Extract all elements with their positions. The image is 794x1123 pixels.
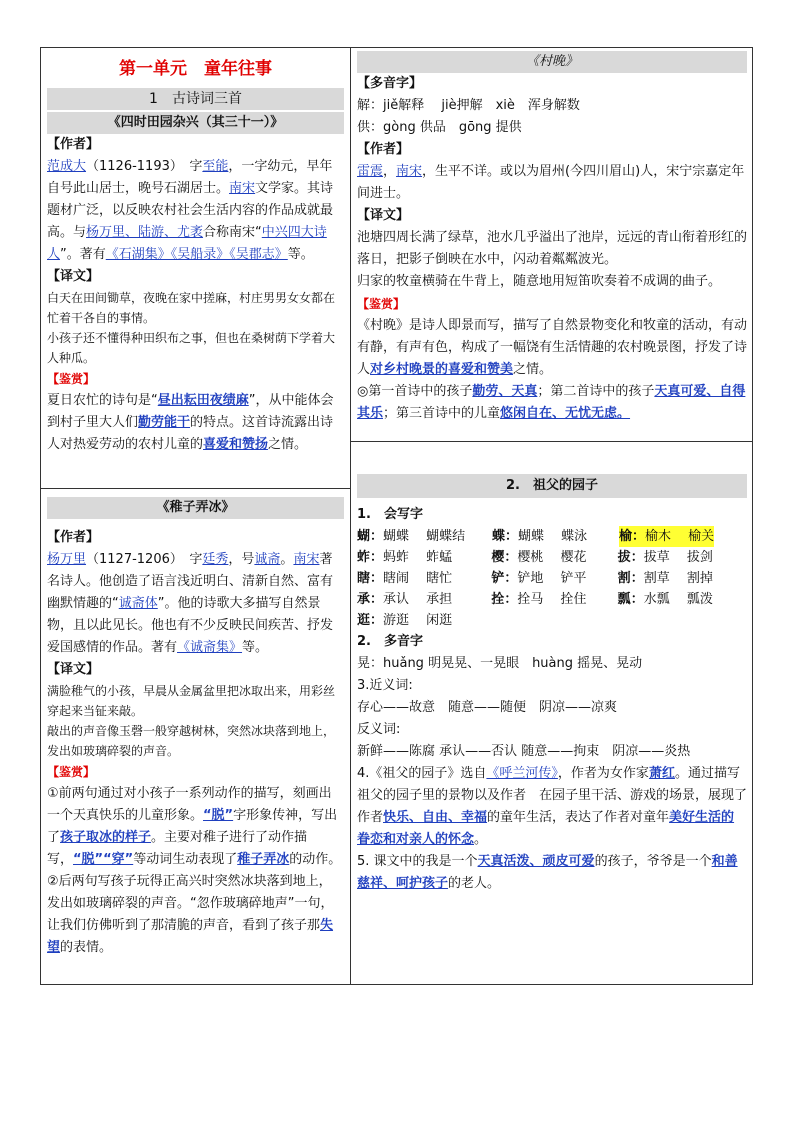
- write-head: 1. 会写字: [357, 507, 423, 522]
- text-span: 字形象传神，写出了: [47, 808, 338, 845]
- poem3-poly-1: 解：jiě解释 jiè押解 xiè 浑身解数: [357, 98, 580, 113]
- works-link[interactable]: 《诚斋集》: [177, 640, 243, 655]
- verb-link[interactable]: “脱”: [203, 808, 234, 823]
- left-column: [41, 48, 351, 984]
- lesson2-title: 2. 祖父的园子: [357, 474, 747, 498]
- text-span: 。: [280, 552, 294, 567]
- poem1-appr-text: [47, 390, 344, 456]
- four-poets-link[interactable]: 中兴四大诗人: [47, 225, 327, 262]
- lesson-title: 1 古诗词三首: [47, 88, 344, 110]
- theme-link[interactable]: 美好生活的眷恋和对亲人的怀念: [357, 810, 735, 847]
- text-span: 著名诗人。他创造了语言浅近明白、清新自然、富有幽默情趣的“: [47, 552, 334, 611]
- word-row: [357, 610, 747, 631]
- trait-link[interactable]: 勤劳能干: [138, 415, 191, 430]
- text-span: （1127-1206） 字: [86, 552, 203, 567]
- text-span: 《村晚》是诗人即景而写，描写了自然景物变化和牧童的活动，有动有静，有声有色，构成了一幅饶有生活情趣的农村晚景图，抒发了诗人: [357, 318, 748, 377]
- poem1-title: 《四时田园杂兴（其三十一）》: [47, 112, 344, 134]
- text-span: 5. 课文中的我是一个: [357, 854, 478, 869]
- poem3-author-text: [357, 161, 747, 205]
- word-char: 拴: [491, 592, 505, 607]
- word-colon: ：: [370, 592, 384, 607]
- text-span: ，号: [228, 552, 255, 567]
- poly-line: 晃：huǎng 明晃晃、一晃眼 huàng 摇晃、晃动: [357, 656, 643, 671]
- divider: [351, 441, 753, 442]
- text-span: 之情。: [268, 437, 308, 452]
- word-examples: 樱桃 樱花: [517, 550, 587, 565]
- text-span: 的表情。: [60, 940, 113, 955]
- word-entry: [357, 568, 491, 589]
- word-char: 铲: [491, 571, 505, 586]
- text-span: 。主要对稚子进行了动作描写，: [47, 830, 308, 867]
- word-char: 瞎: [357, 571, 371, 586]
- word-examples: 榆木 榆关: [645, 529, 715, 544]
- poem3-trans-head: 【译文】: [357, 208, 410, 223]
- right-column: [351, 48, 753, 984]
- grandpa-trait-link[interactable]: 和善慈祥、呵护孩子: [357, 854, 738, 891]
- word-char: 樱: [491, 550, 505, 565]
- me-trait-link[interactable]: 天真活泼、顽皮可爱: [477, 854, 595, 869]
- text-span: ，作者为女作家: [557, 766, 649, 781]
- word-colon: ：: [505, 529, 519, 544]
- page-frame: [40, 47, 753, 985]
- word-examples: 蝴蝶 蝶泳: [518, 529, 588, 544]
- text-span: ，生平不详。或以为眉州(今四川眉山)人，宋宁宗嘉定年间进士。: [357, 164, 745, 201]
- word-colon: ：: [370, 529, 384, 544]
- poem2-trans-1: 满脸稚气的小孩，早晨从金属盆里把冰取出来，用彩丝穿起来当钲来敲。: [47, 684, 336, 718]
- word-colon: ：: [504, 592, 518, 607]
- text-span: ，一字幼元，早年自号此山居士，晚号石湖居士。: [47, 159, 333, 196]
- word-colon: ：: [370, 550, 384, 565]
- unit-title: 第一单元 童年往事: [119, 59, 272, 79]
- poly-head: 2. 多音字: [357, 634, 423, 649]
- poem3-poly-head: 【多音字】: [357, 76, 423, 91]
- text-span: 夏日农忙的诗句是“: [47, 393, 158, 408]
- text-span: ”，从中能体会到村子里大人们: [47, 393, 334, 430]
- poem2-block: [41, 497, 350, 982]
- text-span: 文学家。其诗题材广泛，以反映农村社会生活内容的作品成就最高。与: [47, 181, 334, 240]
- text-span: 4.《祖父的园子》选自: [357, 766, 487, 781]
- word-row: [357, 526, 747, 547]
- key-line-link[interactable]: 昼出耘田夜绩麻: [157, 393, 249, 408]
- courtesy-name-link[interactable]: 廷秀: [202, 552, 229, 567]
- poem3-trans-2: 归家的牧童横骑在牛背上，随意地用短笛吹奏着不成调的曲子。: [357, 274, 722, 289]
- divider: [41, 488, 350, 489]
- text-span: 等。: [242, 640, 269, 655]
- emotion-link[interactable]: 失望: [47, 918, 334, 955]
- text-span: ，: [383, 164, 397, 179]
- poem3-block: [351, 51, 753, 441]
- trait-link-3[interactable]: 悠闲自在、无忧无虑。: [500, 406, 631, 421]
- author-link[interactable]: 萧红: [648, 766, 675, 781]
- text-span: ；第二首诗中的孩子: [537, 384, 655, 399]
- word-entry: [357, 589, 491, 610]
- poem3-appr-text: [357, 315, 747, 381]
- word-grid: [357, 526, 747, 631]
- poem2-appr-2: [47, 871, 344, 959]
- poem2-appr-head: 【鉴赏】: [47, 765, 96, 779]
- word-entry: [492, 526, 619, 547]
- text-span: 的特点。这首诗流露出诗人对热爱劳动的农村儿童的: [47, 415, 334, 452]
- word-colon: ：: [370, 571, 384, 586]
- word-char: 承: [357, 592, 371, 607]
- lesson2-block: [351, 474, 753, 982]
- text-span: 。通过描写祖父的园子里的景物以及作者 在园子里干活、游戏的场景，展现了作者: [357, 766, 748, 825]
- poets-link[interactable]: 杨万里、陆游、尤袤: [86, 225, 204, 240]
- text-span: ”。他的诗歌大多描写自然景物，且以此见长。他也有不少反映民间疾苦、抒发爱国感情的作品。著有: [47, 596, 334, 655]
- word-char: 蚱: [357, 550, 371, 565]
- text-span: 的孩子，爷爷是一个: [594, 854, 712, 869]
- poem1-trans-2: 小孩子还不懂得种田织布之事，但也在桑树荫下学着大人种瓜。: [47, 331, 336, 365]
- word-colon: ：: [632, 529, 646, 544]
- word-examples: 瞎闹 瞎忙: [383, 571, 453, 586]
- dynasty-link[interactable]: 南宋: [396, 164, 423, 179]
- syn-line: 存心——故意 随意——随便 阴凉——凉爽: [357, 700, 618, 715]
- poem3-note: [357, 381, 747, 425]
- poem1-appr-head: 【鉴赏】: [47, 372, 96, 386]
- title-link[interactable]: 稚子弄冰: [237, 852, 290, 867]
- word-entry: [491, 568, 617, 589]
- text-span: 的童年生活，表达了作者对童年: [487, 810, 670, 825]
- poem1-author-head: 【作者】: [47, 137, 100, 152]
- word-examples: 蚂蚱 蚱蜢: [383, 550, 453, 565]
- dynasty-link[interactable]: 南宋: [229, 181, 256, 196]
- text-span: ”。著有: [60, 247, 106, 262]
- text-span: （1126-1193） 字: [86, 159, 203, 174]
- text-span: 等。: [287, 247, 314, 262]
- book-link[interactable]: 《呼兰河传》: [486, 766, 558, 781]
- word-char: 榆: [619, 529, 633, 544]
- poem2-trans-2: 敲出的声音像玉磬一般穿越树林，突然冰块落到地上，发出如玻璃碎裂的声音。: [47, 724, 336, 758]
- text-span: ②后两句写孩子玩得正高兴时突然冰块落到地上，发出如玻璃碎裂的声音。“忽作玻璃碎地声”一句，让我们仿佛听到了那清脆的声音，看到了孩子那: [47, 874, 334, 933]
- works-link[interactable]: 《石湖集》《吴船录》《吴郡志》: [105, 247, 288, 262]
- word-char: 蝴: [357, 529, 371, 544]
- word-examples: 割草 割掉: [643, 571, 713, 586]
- poem2-title: 《稚子弄冰》: [47, 497, 344, 519]
- word-row: [357, 568, 747, 589]
- text-span: ◎第一首诗中的孩子: [357, 384, 473, 399]
- word-examples: 游逛 闲逛: [383, 613, 453, 628]
- word-char: 蝶: [492, 529, 506, 544]
- poem2-author-head: 【作者】: [47, 530, 100, 545]
- word-entry: [618, 547, 747, 568]
- word-examples: 拔草 拔剑: [643, 550, 713, 565]
- word-entry: [618, 589, 747, 610]
- word-colon: ：: [630, 571, 644, 586]
- text-span: 之情。: [513, 362, 553, 377]
- action-link[interactable]: 孩子取冰的样子: [60, 830, 152, 845]
- trait-link-2[interactable]: 天真可爱、自得其乐: [357, 384, 746, 421]
- poem1-author-text: [47, 156, 344, 266]
- poem2-appr-1: [47, 783, 344, 871]
- word-entry: [619, 526, 714, 547]
- para-4: [357, 763, 747, 851]
- word-examples: 拴马 拴住: [517, 592, 587, 607]
- pen-name-link[interactable]: 诚斋: [254, 552, 281, 567]
- emotion-link[interactable]: 对乡村晚景的喜爱和赞美: [370, 362, 514, 377]
- verbs-link[interactable]: “脱”“穿”: [73, 852, 134, 867]
- poem3-poly-2: 供：gòng 供品 gōng 提供: [357, 120, 522, 135]
- emotion-link[interactable]: 喜爱和赞扬: [203, 437, 269, 452]
- text-span: 等动词生动表现了: [133, 852, 238, 867]
- ant-line: 新鲜——陈腐 承认——否认 随意——拘束 阴凉——炎热: [357, 744, 691, 759]
- text-span: ；第三首诗中的儿童: [383, 406, 501, 421]
- word-row: [357, 589, 747, 610]
- text-span: 合称南宋“: [203, 225, 262, 240]
- word-examples: 铲地 铲平: [517, 571, 587, 586]
- word-row: [357, 547, 747, 568]
- word-colon: ：: [504, 571, 518, 586]
- word-entry: [357, 547, 491, 568]
- author-link[interactable]: 杨万里: [47, 552, 87, 567]
- word-colon: ：: [370, 613, 384, 628]
- text-span: 的动作。: [289, 852, 342, 867]
- courtesy-name-link[interactable]: 至能: [202, 159, 229, 174]
- word-entry: [491, 547, 617, 568]
- poem1-trans-1: 白天在田间锄草，夜晚在家中搓麻，村庄男男女女都在忙着干各自的事情。: [47, 291, 336, 325]
- word-entry: [357, 610, 492, 631]
- word-char: 瓢: [617, 592, 631, 607]
- poem1-block: [41, 58, 350, 488]
- word-examples: 水瓢 瓢泼: [643, 592, 713, 607]
- dynasty-link[interactable]: 南宋: [293, 552, 320, 567]
- text-span: 。: [474, 832, 488, 847]
- poem2-author-text: [47, 549, 344, 659]
- word-colon: ：: [504, 550, 518, 565]
- word-char: 逛: [357, 613, 371, 628]
- text-span: ①前两句通过对小孩子一系列动作的描写，刻画出一个天真快乐的儿童形象。: [47, 786, 332, 823]
- style-link[interactable]: 诚斋体: [118, 596, 158, 611]
- author-link[interactable]: 雷震: [357, 164, 384, 179]
- syn-head: 3.近义词:: [357, 678, 413, 693]
- poem3-author-head: 【作者】: [357, 142, 410, 157]
- word-colon: ：: [630, 592, 644, 607]
- author-link[interactable]: 范成大: [47, 159, 87, 174]
- word-colon: ：: [630, 550, 644, 565]
- word-entry: [491, 589, 617, 610]
- word-entry: [618, 568, 747, 589]
- poem2-trans-head: 【译文】: [47, 662, 100, 677]
- word-examples: 蝴蝶 蝴蝶结: [383, 529, 466, 544]
- poem3-appr-head: 【鉴赏】: [357, 297, 406, 311]
- word-char: 拔: [617, 550, 631, 565]
- ant-head: 反义词:: [357, 722, 401, 737]
- word-char: 割: [617, 571, 631, 586]
- text-span: 的老人。: [448, 876, 501, 891]
- poem1-trans-head: 【译文】: [47, 269, 100, 284]
- word-entry: [357, 526, 492, 547]
- poem3-trans-1: 池塘四周长满了绿草，池水几乎溢出了池岸，远远的青山衔着形红的落日，把影子倒映在水中，闪动着粼粼波光。: [357, 230, 748, 267]
- poem3-title: 《村晚》: [357, 51, 747, 73]
- trait-link-1[interactable]: 勤劳、天真: [472, 384, 538, 399]
- childhood-link[interactable]: 快乐、自由、幸福: [383, 810, 488, 825]
- para-5: [357, 851, 747, 895]
- word-examples: 承认 承担: [383, 592, 453, 607]
